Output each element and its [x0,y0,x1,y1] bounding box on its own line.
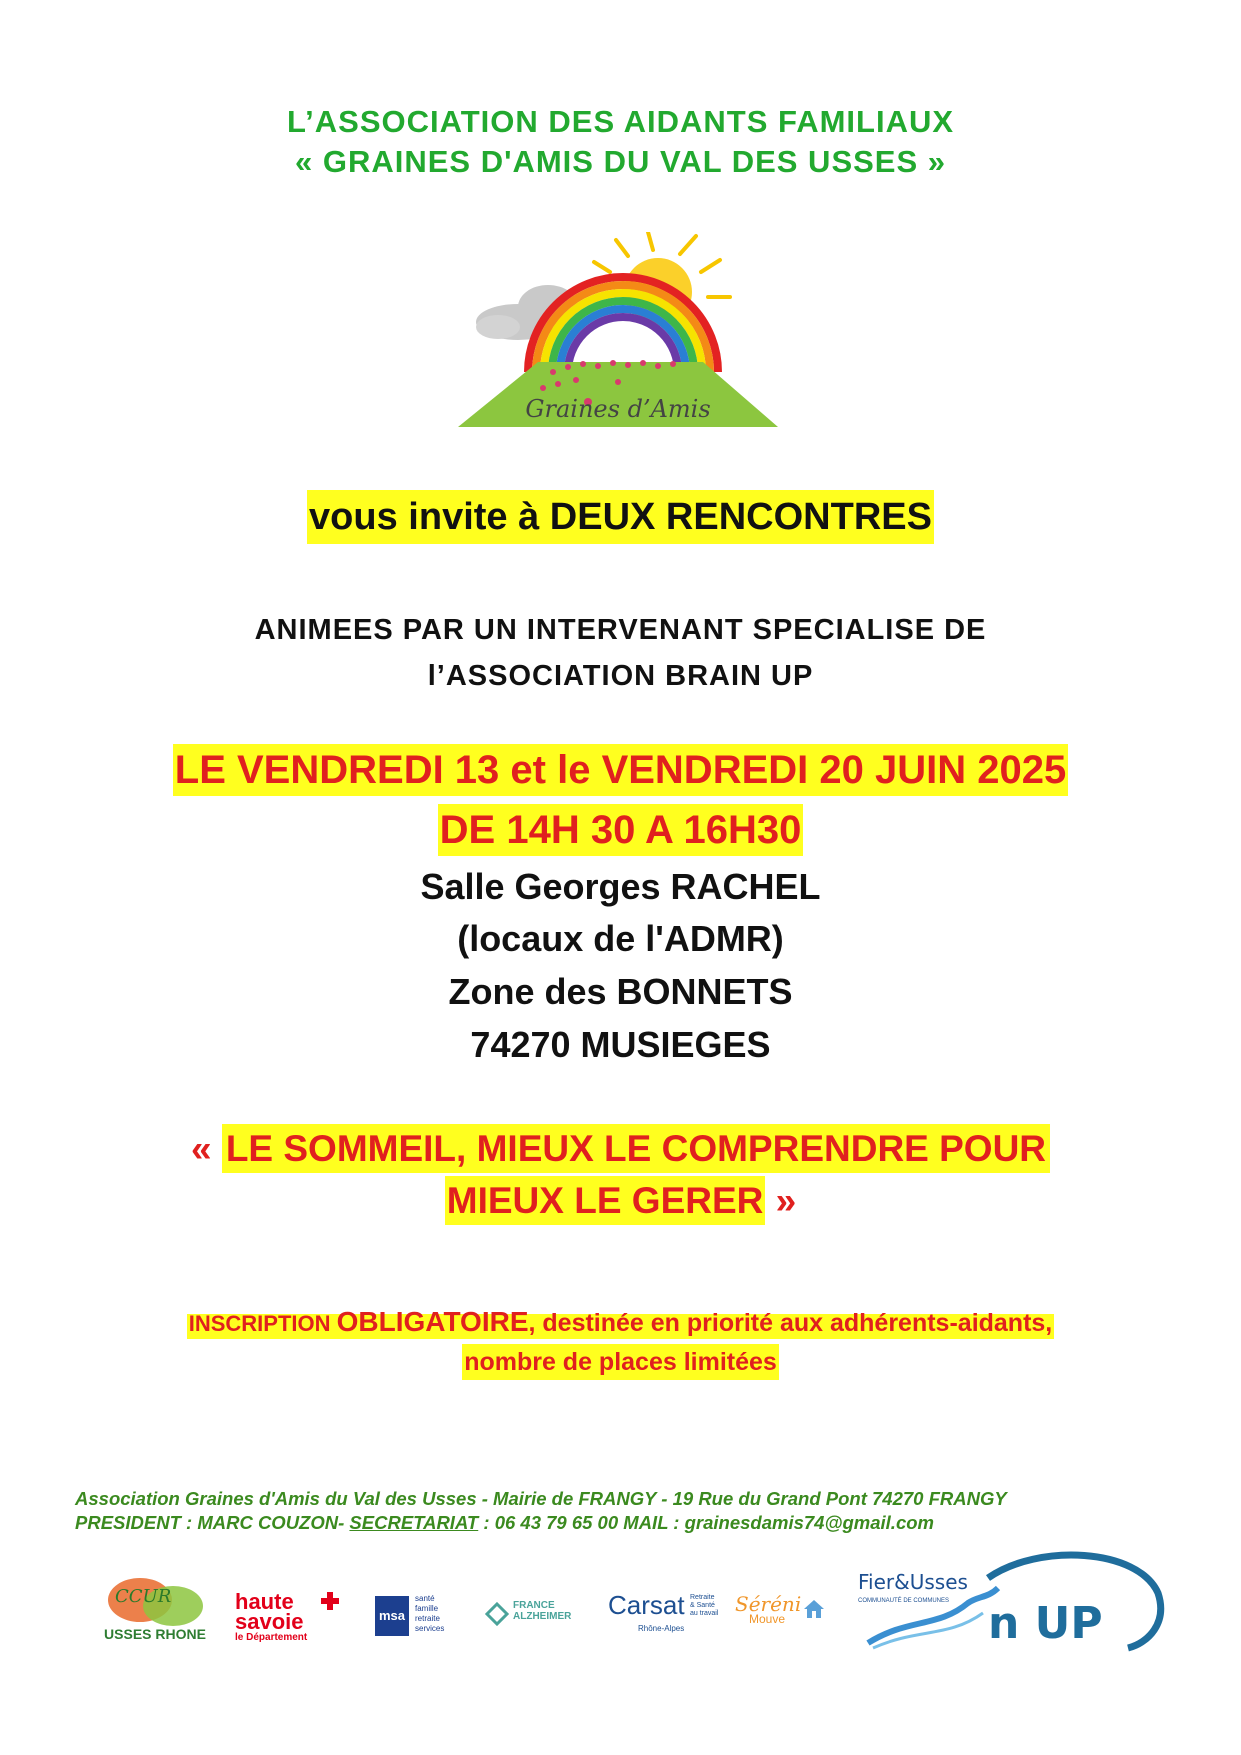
registration-part3: , destinée en priorité aux adhérents-aidants, [528,1309,1053,1337]
footer-address: Association Graines d'Amis du Val des Usses - Mairie de FRANGY - 19 Rue du Grand Pont 74270 FRANGY [75,1488,1007,1509]
venue-line4: 74270 MUSIEGES [470,1024,771,1065]
registration-line2: nombre de places limitées [462,1344,779,1380]
ccur-logo [95,1572,215,1647]
fier-usses-brainup-logo [848,1548,1168,1658]
invite-prefix: vous invite à [309,496,550,538]
france-alzheimer-logo [485,1598,590,1634]
footer-president: PRESIDENT : MARC COUZON- [75,1512,350,1533]
venue-line3: Zone des BONNETS [448,971,793,1012]
msa-line: famille [415,1604,439,1613]
fier-usses-sub: COMMUNAUTÉ DE COMMUNES [858,1598,949,1604]
topic-close-quote: » [765,1180,797,1221]
france-alz-line1: FRANCE [513,1600,555,1611]
invite-emphasis: DEUX RENCONTRES [549,496,932,538]
venue-line1: Salle Georges RACHEL [420,866,821,907]
fier-usses-text: Fier&Usses [858,1570,968,1594]
topic-line1-wrap [0,1128,1241,1170]
carsat-text: Carsat [608,1590,685,1620]
house-icon [803,1598,825,1620]
footer-secretariat-info: : 06 43 79 65 00 MAIL : grainesdamis74@gmail.com [478,1512,934,1533]
haute-text: haute [235,1589,294,1614]
animated-by-line1: ANIMEES PAR UN INTERVENANT SPECIALISE DE [254,614,987,646]
registration-line1-wrap [0,1306,1241,1338]
animated-by-line2: l’ASSOCIATION BRAIN UP [427,660,814,692]
logo-text: Graines d’Amis [525,395,711,423]
carsat-region: Rhône-Alpes [638,1624,685,1633]
sereni-mouve-logo [735,1592,825,1636]
brain-up-text: n UP [988,1598,1103,1649]
msa-line: retraite [415,1614,440,1623]
dates-line2: DE 14H 30 A 16H30 [438,804,804,856]
invite-line [0,496,1241,539]
msa-mark: msa [375,1596,409,1636]
topic-line2-wrap [0,1180,1241,1222]
carsat-side: Retraite [690,1594,715,1601]
msa-logo [375,1592,465,1642]
ccur-top: CCUR [115,1586,172,1607]
sereni-text: Séréni [735,1592,802,1616]
msa-line: santé [415,1594,435,1603]
departement-text: le Département [235,1632,308,1643]
carsat-side: & Santé [690,1602,715,1609]
dates-line2-wrap [0,808,1241,853]
footer-secretariat-label: SECRETARIAT [349,1512,479,1533]
topic-open-quote: « [190,1128,222,1169]
carsat-side: au travail [690,1610,719,1617]
ccur-bottom: USSES RHONE [104,1626,206,1642]
topic-line2: MIEUX LE GERER [445,1176,766,1225]
association-subtitle: « GRAINES D'AMIS DU VAL DES USSES » [294,144,947,179]
dates-line1-wrap [0,748,1241,793]
association-title: L’ASSOCIATION DES AIDANTS FAMILIAUX [286,104,955,139]
savoie-text: savoie [235,1609,304,1634]
venue-line2: (locaux de l'ADMR) [457,918,784,959]
dates-line1: LE VENDREDI 13 et le VENDREDI 20 JUIN 2025 [173,744,1068,796]
footer-contact [75,1512,934,1534]
mouve-text: Mouve [749,1612,786,1626]
france-alz-line2: ALZHEIMER [513,1611,572,1622]
msa-line: services [415,1624,445,1633]
rainbow-sun-logo [458,232,778,432]
haute-savoie-logo [235,1589,345,1652]
carsat-logo [608,1590,723,1640]
registration-part2: OBLIGATOIRE [336,1306,529,1337]
registration-part1: INSCRIPTION [188,1311,337,1336]
topic-line1: LE SOMMEIL, MIEUX LE COMPRENDRE POUR [222,1124,1050,1173]
registration-line2-wrap [0,1348,1241,1377]
